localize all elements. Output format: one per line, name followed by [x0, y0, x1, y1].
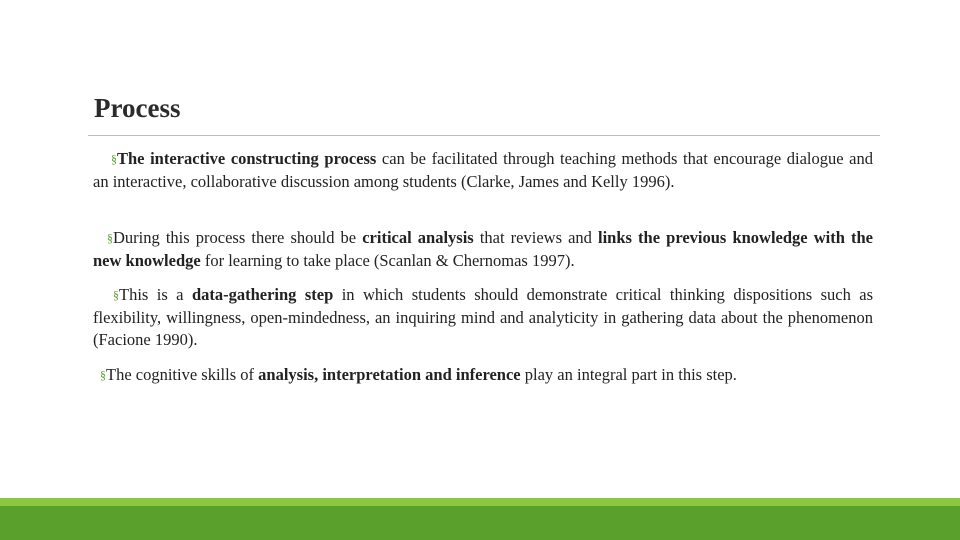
footer-band-light: [0, 498, 960, 506]
bullet-text-bold: critical analysis: [362, 228, 474, 247]
bullet-text: This is a: [119, 285, 192, 304]
footer-band-dark: [0, 506, 960, 540]
bullet-marker-icon: §: [113, 288, 119, 302]
bullet-item: [93, 364, 873, 387]
bullet-text-bold: The interactive constructing process: [117, 149, 377, 168]
bullet-text: The cognitive skills of: [106, 365, 259, 384]
bullet-text: that reviews and: [473, 228, 599, 247]
bullet-text-bold: data-gathering step: [191, 285, 334, 304]
bullet-text: play an integral part in this step.: [520, 365, 737, 384]
slide-title: Process: [94, 93, 181, 123]
bullet-marker-icon: §: [111, 152, 117, 166]
bullet-text: for learning to take place (Scanlan & Chernomas 1997).: [200, 250, 575, 270]
bullet-marker-icon: §: [107, 231, 113, 245]
bullet-text-bold: analysis, interpretation and inference: [258, 365, 521, 384]
bullet-item: [93, 227, 873, 272]
bullet-marker-icon: §: [100, 368, 106, 382]
title-divider: [88, 135, 880, 136]
bullet-text: in which students should demonstrate critical thinking dispositions such as flexibility, willingness, open-mindedness, an inquiring mind and analyticity in gathering data about the phenomenon (Facione 1990).: [93, 285, 874, 349]
bullet-text: can be facilitated through teaching methods that encourage dialogue and an interactive, collaborative discussion among students (Clarke, James and Kelly 1996).: [93, 149, 873, 191]
bullet-item: [93, 148, 873, 193]
bullet-text: During this process there should be: [113, 228, 363, 247]
bullet-item: [93, 284, 873, 352]
bullet-text-bold: links the previous knowledge with the new knowledge: [93, 228, 873, 270]
